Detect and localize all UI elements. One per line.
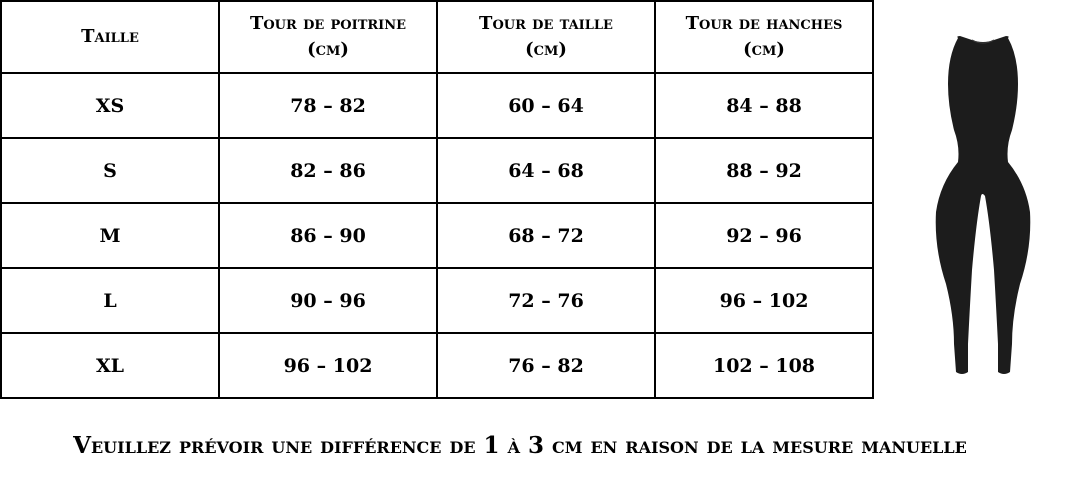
cell-chest: 90 – 96 <box>219 268 437 333</box>
cell-waist: 64 – 68 <box>437 138 655 203</box>
cell-hips: 96 – 102 <box>655 268 873 333</box>
table-row <box>1 268 873 333</box>
cell-hips: 102 – 108 <box>655 333 873 398</box>
black-jumpsuit-icon <box>932 34 1034 378</box>
cell-hips: 88 – 92 <box>655 138 873 203</box>
header-waist-label: Tour de taille <box>479 13 613 34</box>
cell-chest: 82 – 86 <box>219 138 437 203</box>
header-chest-unit: (cm) <box>307 39 349 60</box>
cell-hips: 92 – 96 <box>655 203 873 268</box>
cell-chest: 78 – 82 <box>219 73 437 138</box>
header-size-label: Taille <box>81 26 139 47</box>
cell-size: S <box>1 138 219 203</box>
table-row <box>1 333 873 398</box>
header-hips <box>655 1 873 73</box>
cell-waist: 76 – 82 <box>437 333 655 398</box>
cell-size: XS <box>1 73 219 138</box>
cell-waist: 72 – 76 <box>437 268 655 333</box>
header-waist-unit: (cm) <box>525 39 567 60</box>
cell-waist: 60 – 64 <box>437 73 655 138</box>
cell-waist: 68 – 72 <box>437 203 655 268</box>
header-size <box>1 1 219 73</box>
cell-chest: 96 – 102 <box>219 333 437 398</box>
header-waist <box>437 1 655 73</box>
measurement-note: Veuillez prévoir une différence de 1 à 3 cm en raison de la mesure manuelle <box>73 432 967 459</box>
cell-hips: 84 – 88 <box>655 73 873 138</box>
cell-size: L <box>1 268 219 333</box>
table-row <box>1 138 873 203</box>
header-hips-label: Tour de hanches <box>685 13 843 34</box>
table-row <box>1 73 873 138</box>
jumpsuit-body <box>936 36 1031 374</box>
cell-size: M <box>1 203 219 268</box>
header-hips-unit: (cm) <box>743 39 785 60</box>
table-header-row <box>1 1 873 73</box>
header-chest <box>219 1 437 73</box>
cell-chest: 86 – 90 <box>219 203 437 268</box>
table-row <box>1 203 873 268</box>
cell-size: XL <box>1 333 219 398</box>
header-chest-label: Tour de poitrine <box>249 13 407 34</box>
